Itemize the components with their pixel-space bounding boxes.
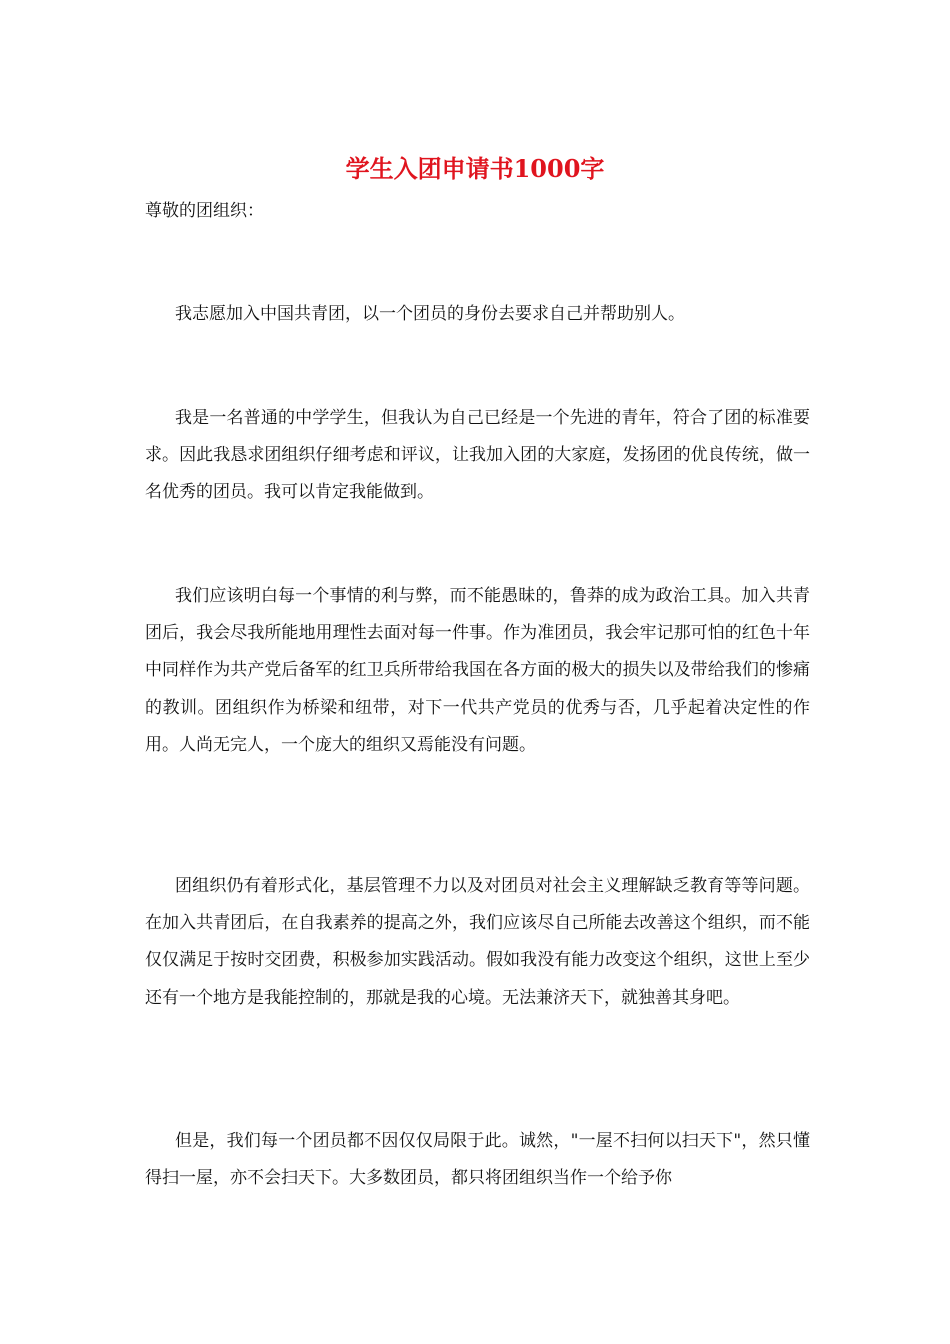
- document-title: 学生入团申请书1000字: [345, 154, 605, 183]
- salutation: 尊敬的团组织：: [145, 201, 264, 221]
- paragraph-1: 我志愿加入中国共青团，以一个团员的身份去要求自己并帮助别人。: [175, 304, 685, 324]
- paragraph-3: 我们应该明白每一个事情的利与弊，而不能愚昧的，鲁莽的成为政治工具。加入共青团后，我会尽我所能地用理性去面对每一件事。作为准团员，我会牢记那可怕的红色十年中同样作为共产党后备军的红卫兵所带给我国在各方面的极大的损失以及带给我们的惨痛的教训。团组织作为桥梁和纽带，对下一代共产党员的优秀与否，几乎起着决定性的作用。人尚无完人，一个庞大的组织又焉能没有问题。: [145, 586, 810, 755]
- paragraph-5: 但是，我们每一个团员都不因仅仅局限于此。诚然，"一屋不扫何以扫天下"，然只懂得扫一屋，亦不会扫天下。大多数团员，都只将团组织当作一个给予你: [145, 1131, 810, 1189]
- paragraph-2: 我是一名普通的中学学生，但我认为自己已经是一个先进的青年，符合了团的标准要求。因此我恳求团组织仔细考虑和评议，让我加入团的大家庭，发扬团的优良传统，做一名优秀的团员。我可以肯定我能做到。: [145, 408, 810, 503]
- paragraph-4: 团组织仍有着形式化，基层管理不力以及对团员对社会主义理解缺乏教育等等问题。在加入共青团后，在自我素养的提高之外，我们应该尽自己所能去改善这个组织，而不能仅仅满足于按时交团费，积极参加实践活动。假如我没有能力改变这个组织，这世上至少还有一个地方是我能控制的，那就是我的心境。无法兼济天下，就独善其身吧。: [145, 876, 810, 1008]
